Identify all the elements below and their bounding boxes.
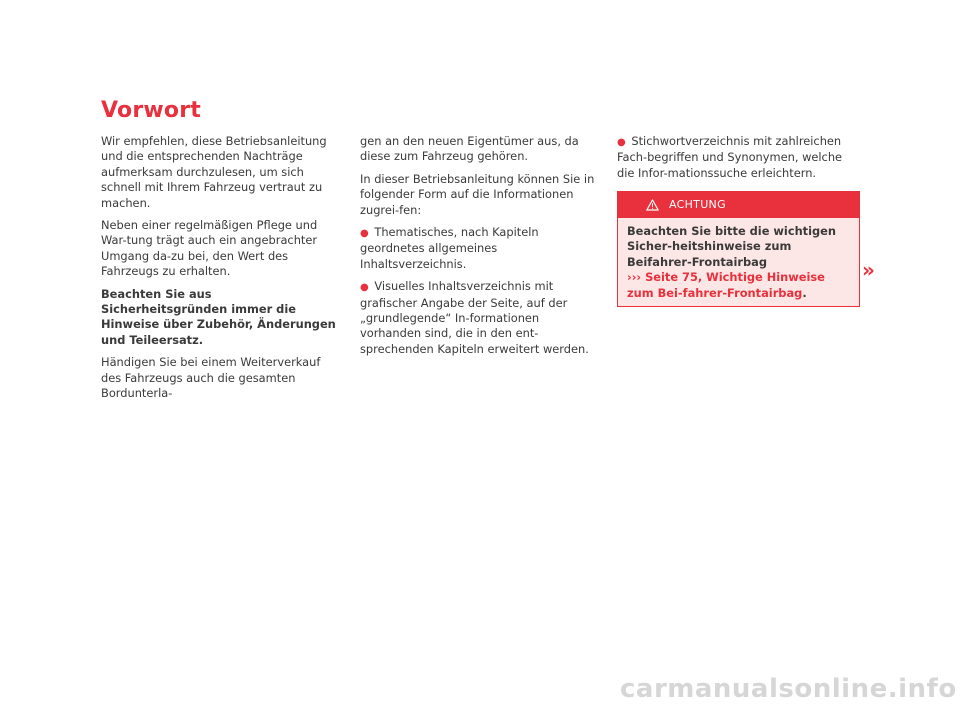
warning-triangle-icon: [646, 199, 659, 211]
bullet-icon: ●: [360, 228, 369, 240]
paragraph: In dieser Betriebsanleitung können Sie in folgender Form auf die Informationen zugrei-fen:: [360, 171, 595, 217]
continue-marker-icon: »: [862, 258, 875, 282]
warning-header: [618, 192, 859, 218]
warning-text: Beachten Sie bitte die wichtigen Sicher-heitshinweise zum Beifahrer-Frontairbag: [627, 224, 837, 269]
paragraph: Neben einer regelmäßigen Pflege und War-tung trägt auch ein angebrachter Umgang da-zu bei, den Wert des Fahrzeugs zu erhalten.: [101, 218, 318, 279]
safety-note: Beachten Sie aus Sicherheitsgründen immer die Hinweise über Zubehör, Änderungen und Teileersatz.: [101, 286, 336, 347]
warning-box: [617, 191, 860, 307]
column-1: [101, 134, 339, 409]
list-item: ● Thematisches, nach Kapiteln geordnetes allgemeines Inhaltsverzeichnis.: [360, 225, 539, 271]
warning-heading: ACHTUNG: [669, 198, 726, 212]
paragraph: Wir empfehlen, diese Betriebsanleitung und die entsprechenden Nachträge aufmerksam durchzulesen, um sich schnell mit Ihrem Fahrzeug vertraut zu machen.: [101, 134, 327, 210]
watermark: carmanualsonline.info: [620, 674, 957, 704]
page-title: Vorwort: [101, 98, 201, 123]
xref-arrow-icon: ›››: [627, 270, 642, 285]
bullet-icon: ●: [360, 282, 369, 294]
warning-body: Beachten Sie bitte die wichtigen Sicher-heitshinweise zum Beifahrer-Frontairbag ››› Seite 75, Wichtige Hinweise zum Bei-fahrer-Frontairbag.: [618, 218, 859, 306]
paragraph: gen an den neuen Eigentümer aus, da diese zum Fahrzeug gehören.: [360, 134, 579, 164]
paragraph: Händigen Sie bei einem Weiterverkauf des Fahrzeugs auch die gesamten Bordunterla-: [101, 355, 321, 401]
column-2: [360, 134, 598, 364]
column-3: [617, 134, 855, 188]
list-item: ● Stichwortverzeichnis mit zahlreichen Fach-begriffen und Synonymen, welche die Infor-mationssuche erleichtern.: [617, 134, 843, 180]
list-item: ● Visuelles Inhaltsverzeichnis mit grafischer Angabe der Seite, auf der „grundlegende“ In-formationen vorhanden sind, die in den ent-sprechenden Kapiteln erweitert werden.: [360, 279, 589, 356]
page-reference-link[interactable]: ››› Seite 75, Wichtige Hinweise zum Bei-fahrer-Frontairbag: [627, 270, 825, 300]
bullet-icon: ●: [617, 137, 626, 148]
